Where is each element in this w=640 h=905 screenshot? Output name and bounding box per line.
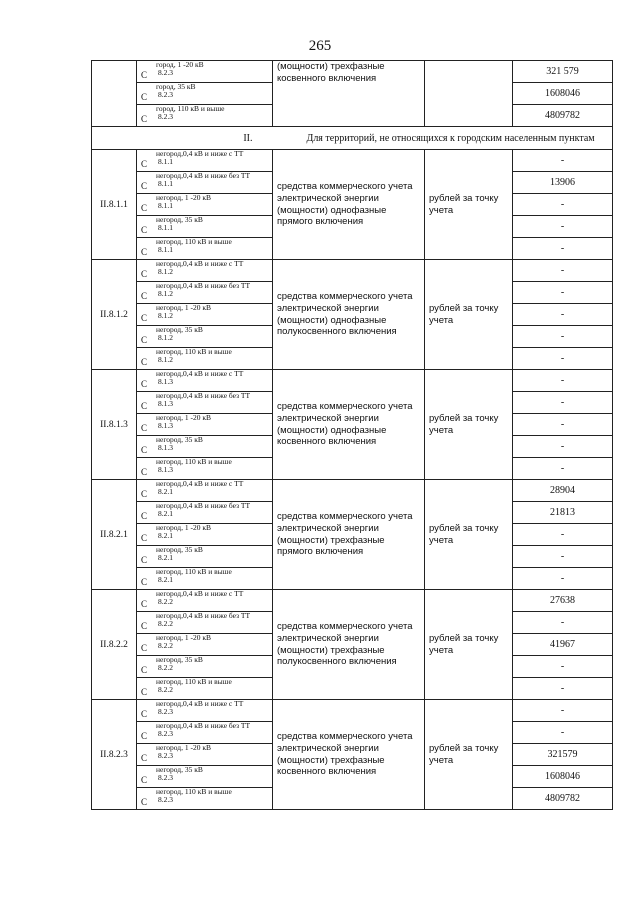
- group-description: средства коммерческого учета электрической энергии (мощности) однофазные косвенного включения: [273, 370, 425, 480]
- table-row: [92, 480, 613, 502]
- table-row: [92, 590, 613, 612]
- category-name: негород, 35 кВ: [156, 656, 203, 664]
- category-code: 8.1.2: [158, 333, 173, 343]
- category-code: 8.1.1: [158, 223, 173, 233]
- category-name: негород,0,4 кВ и ниже с ТТ: [156, 260, 244, 268]
- category-code: 8.2.1: [158, 487, 173, 497]
- category-code: 8.2.1: [158, 531, 173, 541]
- tariff-category-cell: [137, 700, 273, 722]
- tariff-value: -: [513, 612, 613, 634]
- category-letter: С: [141, 643, 148, 654]
- group-code: II.8.2.2: [92, 590, 137, 700]
- category-letter: С: [141, 511, 148, 522]
- group-unit: [425, 61, 513, 127]
- category-letter: С: [141, 753, 148, 764]
- tariff-category-cell: [137, 590, 273, 612]
- tariff-value: -: [513, 524, 613, 546]
- category-name: негород, 35 кВ: [156, 546, 203, 554]
- tariff-category-cell: [137, 370, 273, 392]
- category-code: 8.2.3: [158, 90, 173, 100]
- category-letter: С: [141, 313, 148, 324]
- tariff-value: 21813: [513, 502, 613, 524]
- tariff-category-cell: [137, 612, 273, 634]
- category-code: 8.1.1: [158, 245, 173, 255]
- category-name: негород, 1 -20 кВ: [156, 304, 211, 312]
- group-code: II.8.1.1: [92, 150, 137, 260]
- category-name: негород,0,4 кВ и ниже без ТТ: [156, 502, 251, 510]
- category-code: 8.2.3: [158, 773, 173, 783]
- tariff-category-cell: [137, 194, 273, 216]
- tariff-category-cell: [137, 260, 273, 282]
- tariff-value: -: [513, 194, 613, 216]
- category-name: негород,0,4 кВ и ниже с ТТ: [156, 700, 244, 708]
- tariff-value: 321579: [513, 744, 613, 766]
- category-name: негород,0,4 кВ и ниже с ТТ: [156, 150, 244, 158]
- group-description: средства коммерческого учета электрической энергии (мощности) трехфазные прямого включения: [273, 480, 425, 590]
- table-row: [92, 260, 613, 282]
- tariff-category-cell: [137, 788, 273, 810]
- tariff-value: 41967: [513, 634, 613, 656]
- category-letter: С: [141, 687, 148, 698]
- category-letter: С: [141, 225, 148, 236]
- category-name: город, 1 -20 кВ: [156, 61, 204, 69]
- category-letter: С: [141, 401, 148, 412]
- tariff-category-cell: [137, 304, 273, 326]
- category-letter: С: [141, 423, 148, 434]
- category-name: город, 110 кВ и выше: [156, 105, 225, 113]
- group-unit: рублей за точку учета: [425, 370, 513, 480]
- tariff-value: -: [513, 392, 613, 414]
- category-letter: С: [141, 70, 148, 81]
- category-code: 8.2.3: [158, 68, 173, 78]
- tariff-value: -: [513, 568, 613, 590]
- category-name: негород, 35 кВ: [156, 326, 203, 334]
- group-unit: рублей за точку учета: [425, 480, 513, 590]
- category-name: негород,0,4 кВ и ниже с ТТ: [156, 370, 244, 378]
- category-name: негород, 110 кВ и выше: [156, 788, 232, 796]
- category-code: 8.1.1: [158, 201, 173, 211]
- table-row: [92, 150, 613, 172]
- category-letter: С: [141, 203, 148, 214]
- category-letter: С: [141, 467, 148, 478]
- category-letter: С: [141, 731, 148, 742]
- tariff-category-cell: [137, 458, 273, 480]
- tariff-category-cell: [137, 414, 273, 436]
- group-code: II.8.1.2: [92, 260, 137, 370]
- category-name: негород, 110 кВ и выше: [156, 458, 232, 466]
- tariff-value: 13906: [513, 172, 613, 194]
- category-letter: С: [141, 577, 148, 588]
- tariff-category-cell: [137, 238, 273, 260]
- tariff-category-cell: [137, 436, 273, 458]
- category-letter: С: [141, 709, 148, 720]
- category-letter: С: [141, 92, 148, 103]
- category-name: негород, 1 -20 кВ: [156, 414, 211, 422]
- group-description: средства коммерческого учета электрической энергии (мощности) трехфазные полукосвенного включения: [273, 590, 425, 700]
- category-letter: С: [141, 379, 148, 390]
- category-letter: С: [141, 291, 148, 302]
- category-letter: С: [141, 114, 148, 125]
- group-unit: рублей за точку учета: [425, 260, 513, 370]
- category-code: 8.1.1: [158, 179, 173, 189]
- tariff-value: -: [513, 546, 613, 568]
- tariff-category-cell: [137, 744, 273, 766]
- category-code: 8.1.3: [158, 377, 173, 387]
- tariff-value: -: [513, 260, 613, 282]
- category-code: 8.1.1: [158, 157, 173, 167]
- category-letter: С: [141, 621, 148, 632]
- tariff-category-cell: [137, 568, 273, 590]
- tariff-category-cell: [137, 502, 273, 524]
- tariff-category-cell: [137, 105, 273, 127]
- table-row: [92, 61, 613, 83]
- tariff-value: -: [513, 722, 613, 744]
- category-letter: С: [141, 775, 148, 786]
- category-name: негород, 1 -20 кВ: [156, 744, 211, 752]
- tariff-value: -: [513, 656, 613, 678]
- category-name: город, 35 кВ: [156, 83, 196, 91]
- tariff-category-cell: [137, 61, 273, 83]
- category-letter: С: [141, 269, 148, 280]
- category-letter: С: [141, 357, 148, 368]
- category-name: негород, 1 -20 кВ: [156, 194, 211, 202]
- category-code: 8.1.3: [158, 443, 173, 453]
- category-name: негород, 35 кВ: [156, 216, 203, 224]
- page-number: 265: [308, 38, 332, 54]
- category-name: негород, 110 кВ и выше: [156, 348, 232, 356]
- group-unit: рублей за точку учета: [425, 700, 513, 810]
- tariff-value: -: [513, 304, 613, 326]
- tariff-value: -: [513, 238, 613, 260]
- group-code: II.8.1.3: [92, 370, 137, 480]
- tariff-category-cell: [137, 634, 273, 656]
- group-code: II.8.2.1: [92, 480, 137, 590]
- group-code-cell: [92, 61, 137, 127]
- category-code: 8.2.3: [158, 707, 173, 717]
- category-code: 8.2.3: [158, 751, 173, 761]
- section-number: II.: [92, 127, 273, 150]
- category-code: 8.1.2: [158, 289, 173, 299]
- tariff-value: -: [513, 282, 613, 304]
- tariff-category-cell: [137, 216, 273, 238]
- category-name: негород,0,4 кВ и ниже с ТТ: [156, 590, 244, 598]
- category-code: 8.2.2: [158, 619, 173, 629]
- category-code: 8.2.2: [158, 641, 173, 651]
- category-code: 8.2.1: [158, 553, 173, 563]
- category-letter: С: [141, 159, 148, 170]
- group-code: II.8.2.3: [92, 700, 137, 810]
- tariff-value: -: [513, 414, 613, 436]
- category-code: 8.2.1: [158, 575, 173, 585]
- tariff-value: -: [513, 370, 613, 392]
- group-description: средства коммерческого учета электрической энергии (мощности) трехфазные косвенного включения: [273, 700, 425, 810]
- category-name: негород, 1 -20 кВ: [156, 524, 211, 532]
- category-code: 8.1.3: [158, 399, 173, 409]
- group-unit: рублей за точку учета: [425, 590, 513, 700]
- tariff-category-cell: [137, 678, 273, 700]
- category-name: негород, 110 кВ и выше: [156, 678, 232, 686]
- tariff-category-cell: [137, 172, 273, 194]
- tariff-value: 28904: [513, 480, 613, 502]
- tariff-value: 1608046: [513, 766, 613, 788]
- tariff-category-cell: [137, 282, 273, 304]
- tariff-value: 1608046: [513, 83, 613, 105]
- tariff-category-cell: [137, 326, 273, 348]
- tariff-category-cell: [137, 480, 273, 502]
- category-code: 8.1.2: [158, 355, 173, 365]
- tariff-value: 4809782: [513, 788, 613, 810]
- category-code: 8.2.1: [158, 509, 173, 519]
- category-code: 8.2.3: [158, 729, 173, 739]
- tariff-category-cell: [137, 524, 273, 546]
- category-code: 8.1.2: [158, 311, 173, 321]
- tariff-table: [91, 60, 613, 810]
- category-code: 8.2.2: [158, 597, 173, 607]
- category-letter: С: [141, 555, 148, 566]
- category-letter: С: [141, 665, 148, 676]
- category-letter: С: [141, 335, 148, 346]
- tariff-value: 321 579: [513, 61, 613, 83]
- category-name: негород,0,4 кВ и ниже без ТТ: [156, 282, 251, 290]
- tariff-value: 4809782: [513, 105, 613, 127]
- table-row: [92, 370, 613, 392]
- group-description: (мощности) трехфазные косвенного включения: [273, 61, 425, 127]
- tariff-value: -: [513, 216, 613, 238]
- category-letter: С: [141, 181, 148, 192]
- tariff-value: -: [513, 458, 613, 480]
- category-letter: С: [141, 533, 148, 544]
- category-letter: С: [141, 247, 148, 258]
- category-name: негород,0,4 кВ и ниже с ТТ: [156, 480, 244, 488]
- tariff-table-body: [92, 61, 613, 810]
- category-name: негород,0,4 кВ и ниже без ТТ: [156, 612, 251, 620]
- category-name: негород,0,4 кВ и ниже без ТТ: [156, 392, 251, 400]
- tariff-category-cell: [137, 722, 273, 744]
- tariff-category-cell: [137, 546, 273, 568]
- tariff-category-cell: [137, 392, 273, 414]
- group-unit: рублей за точку учета: [425, 150, 513, 260]
- category-letter: С: [141, 599, 148, 610]
- category-name: негород, 1 -20 кВ: [156, 634, 211, 642]
- tariff-value: -: [513, 700, 613, 722]
- table-row: [92, 700, 613, 722]
- tariff-category-cell: [137, 83, 273, 105]
- group-description: средства коммерческого учета электрической энергии (мощности) однофазные полукосвенного включения: [273, 260, 425, 370]
- section-header-row: [92, 127, 613, 150]
- group-description: средства коммерческого учета электрической энергии (мощности) однофазные прямого включения: [273, 150, 425, 260]
- tariff-category-cell: [137, 348, 273, 370]
- category-name: негород, 110 кВ и выше: [156, 238, 232, 246]
- section-title: Для территорий, не относящихся к городским населенным пунктам: [273, 127, 613, 150]
- tariff-value: -: [513, 150, 613, 172]
- category-code: 8.2.2: [158, 663, 173, 673]
- category-code: 8.1.2: [158, 267, 173, 277]
- tariff-value: -: [513, 436, 613, 458]
- tariff-value: 27638: [513, 590, 613, 612]
- category-name: негород, 35 кВ: [156, 766, 203, 774]
- tariff-value: -: [513, 326, 613, 348]
- category-name: негород,0,4 кВ и ниже без ТТ: [156, 172, 251, 180]
- category-code: 8.2.3: [158, 112, 173, 122]
- tariff-category-cell: [137, 656, 273, 678]
- tariff-value: -: [513, 678, 613, 700]
- tariff-category-cell: [137, 766, 273, 788]
- category-letter: С: [141, 489, 148, 500]
- category-code: 8.1.3: [158, 421, 173, 431]
- category-code: 8.1.3: [158, 465, 173, 475]
- tariff-category-cell: [137, 150, 273, 172]
- category-name: негород, 35 кВ: [156, 436, 203, 444]
- category-name: негород,0,4 кВ и ниже без ТТ: [156, 722, 251, 730]
- category-code: 8.2.2: [158, 685, 173, 695]
- category-letter: С: [141, 445, 148, 456]
- tariff-value: -: [513, 348, 613, 370]
- category-name: негород, 110 кВ и выше: [156, 568, 232, 576]
- category-code: 8.2.3: [158, 795, 173, 805]
- category-letter: С: [141, 797, 148, 808]
